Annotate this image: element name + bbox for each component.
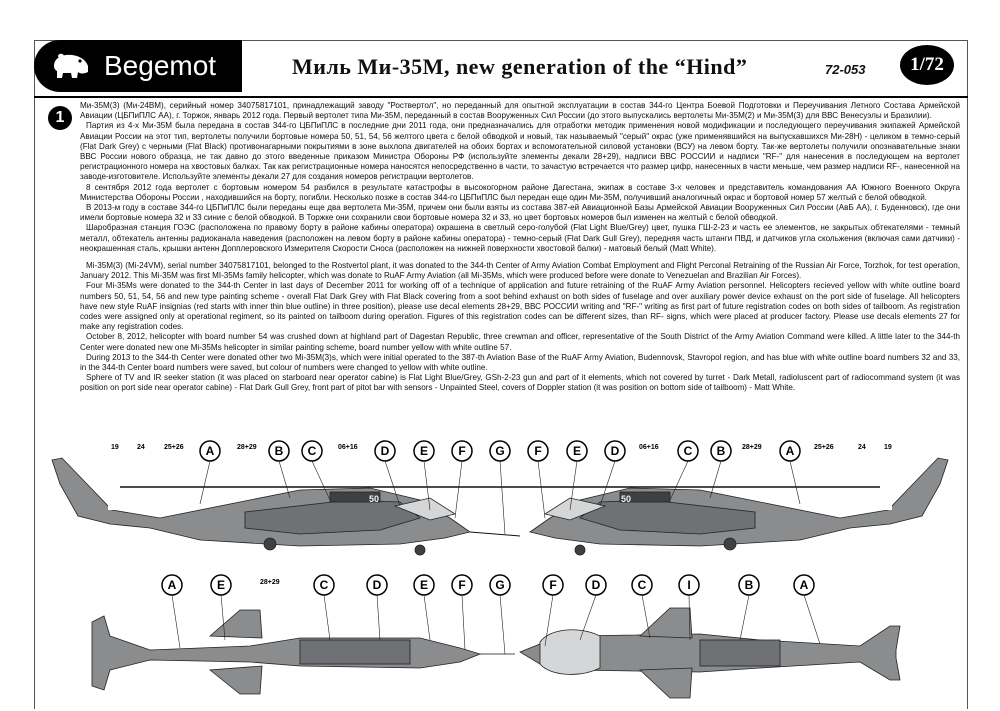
callout-label: 28+29	[260, 579, 280, 586]
reg-prefix-right: RF-	[842, 499, 851, 505]
svg-text:F: F	[458, 444, 466, 458]
reg-prefix-left: RF-	[146, 499, 155, 505]
callout-circle	[490, 575, 510, 595]
callout-label: 28+29	[742, 444, 762, 451]
svg-text:B: B	[716, 444, 726, 458]
svg-text:E: E	[572, 444, 582, 458]
svg-text:F: F	[534, 444, 542, 458]
svg-text:A: A	[799, 578, 809, 592]
hippo-icon	[50, 50, 92, 82]
ru-paragraph: Ми-35М(3) (Ми-24ВМ), серийный номер 34075817101, принадлежащий заводу "Роствертол", но переданный для опытной эксплуатации в состав 344-го Центра Боевой Подготовки и Переучивания Летного Состава Армейской Авиации (ЦБПиПЛС АА), г. Торжок, январь 2012 года. Первый вертолет типа Ми-35М, переданный в состав Вооруженных Сил России (до этого выпускались вертолеты Ми-35М(2) и Ми-35М(3) для ВВС Венесуэлы и Бразилии).	[80, 101, 960, 121]
svg-text:D: D	[591, 578, 601, 592]
en-paragraph: Mi-35M(3) (Mi-24VM), serial number 34075817101, belonged to the Rostvertol plant, it was donated to the 344-th Center of Army Aviation Combat Employment and Flight Perconal Retraining of the Russian Air Force, Torzhok, for test operation, January 2012. This Mi-35M was first MI-35Ms family helicopter, which was donate to RuAF Army Aviation (all Mi-35Ms, which were produced before were donate to Venezuelan and Brazilian Air Forces).	[80, 261, 960, 281]
svg-text:D: D	[610, 444, 620, 458]
header	[34, 40, 968, 96]
svg-text:E: E	[419, 578, 429, 592]
en-paragraph: October 8, 2012, helicopter with board number 54 was crushed down at highland part of Dagestan Republic, three crewman and officer, representative of the South District of the Army Aviation Command were killed. A little later to the 344-th Center were donated new one Mi-35Ms helicopter in similar painting scheme, board number yellow with white outline 57.	[80, 332, 960, 352]
svg-text:B: B	[744, 578, 754, 592]
svg-text:D: D	[372, 578, 382, 592]
svg-text:C: C	[683, 444, 693, 458]
bottom-view	[92, 610, 515, 694]
ru-paragraph: 8 сентября 2012 года вертолет с бортовым номером 54 разбился в результате катастрофы в высокогорном районе Дагестана, экипаж в составе 3-х человек и представитель командования АА Южного Военного Округа Министерства Обороны России , находившийся на борту, погибли. Несколько позже в состав 344-го ЦБПиПЛС был передан еще один Ми-35М, получивший аналогичный окрас и бортовой номер 57 желтый с белой обводкой.	[80, 182, 960, 202]
callout-circle	[678, 441, 698, 461]
svg-text:E: E	[216, 578, 226, 592]
section-number: 1	[48, 106, 72, 130]
callout-circle	[679, 575, 699, 595]
callout-circle	[605, 441, 625, 461]
svg-text:G: G	[495, 444, 505, 458]
callout-label: 25+26	[164, 444, 184, 451]
page-title: Миль Ми-35М, new generation of the “Hind”	[292, 54, 748, 79]
callout-circle	[367, 575, 387, 595]
callout-circle	[375, 441, 395, 461]
en-paragraph: Four Mi-35Ms were donated to the 344-th Center in last days of December 2011 for working off of a technique of application and future retraining of the RuAF Army Aviation personnel. Helicopters recieved yellow with white outline board numbers 50, 51, 54, 56 and new type painting scheme - overall Flat Dark Grey with Flat Black covering from a soot behind exhaust on both sides of fuselage and over auxiliary power device exhaust on the port side of fuselage. All helicopters have new style RuAF insignias (red starts with inner thin blue outline) in three position), please use decal elements 28+29, ВВС РОССИИ writing and "RF-" writing as first part of future registration codes on both sides of tailboom. As registration codes were assigned only at operational regiment, so its painted on tailboom during operation. Figures of this registration codes can be different sizes, than RF- signs, which were placed at producer factory. Please use decals elements 27 for make any registration codes.	[80, 281, 960, 332]
en-paragraph: Sphere of TV and IR seeker station (it was placed on starboard near operator cabine) is Flat Light Blue/Grey, GSh-2-23 gun and part of it elements, which not covered by turret - Dark Metall, radioluscent part of radiocommand system (it was position on port side near operator cabine) - Flat Dark Gull Grey, front part of pitot bar with sensors - Unpainted Steel, covers of Doppler station (it was position on bottom side of tailboom) - Matt White.	[80, 373, 960, 393]
callout-circle	[414, 441, 434, 461]
svg-text:A: A	[205, 444, 215, 458]
svg-text:G: G	[495, 578, 505, 592]
right-side-profile	[500, 458, 948, 555]
svg-text:F: F	[549, 578, 557, 592]
callout-circle	[162, 575, 182, 595]
svg-text:B: B	[274, 444, 284, 458]
callout-circle	[567, 441, 587, 461]
callout-circle	[739, 575, 759, 595]
tail-writing-left: ВВС РОССИИ	[123, 505, 161, 511]
board-number-right: 50	[620, 494, 632, 504]
callout-circle	[211, 575, 231, 595]
header-rule	[34, 96, 968, 98]
svg-text:C: C	[637, 578, 647, 592]
callout-circle	[414, 575, 434, 595]
leader-lines	[172, 461, 820, 654]
callout-label: 19	[884, 444, 892, 451]
callout-circle	[314, 575, 334, 595]
callout-circle	[528, 441, 548, 461]
top-view	[520, 608, 900, 698]
svg-text:E: E	[419, 444, 429, 458]
callout-label: 06+16	[639, 444, 659, 451]
callout-label: 24	[858, 444, 866, 451]
kit-code: 72-053	[825, 62, 866, 77]
callout-circle	[711, 441, 731, 461]
svg-text:D: D	[380, 444, 390, 458]
tail-writing-right: ВВС РОССИИ	[839, 505, 877, 511]
board-number-left: 50	[368, 494, 380, 504]
callout-circle	[452, 441, 472, 461]
ru-paragraph: В 2013-м году в составе 344-го ЦБПиПЛС были переданы еще два вертолета Ми-35М, причем они были взяты из состава 387-ей Авиационной Базы Армейской Авиации Вооруженных Сил России (АвБ АА), г. Буденновск), где они имели бортовые номера 32 и 33 синие с белой обводкой. В Торжке они сохранили свои бортовые номера 32 и 33, но цвет бортовых номеров был изменен на желтый с белой обводкой.	[80, 203, 960, 223]
callout-circle	[302, 441, 322, 461]
callout-label: 25+26	[814, 444, 834, 451]
ru-paragraph: Партия из 4-х Ми-35М была передана в состав 344-го ЦБПиПЛС в последние дни 2011 года, они предназначались для отработки методик применения новой модификации и последующего переучивания экипажей Армейской Авиации России на этот тип, вертолеты получили бортовые номера 50, 51, 54, 56 желтого цвета с белой обводкой и новый, так называемый "серый" окрас (уже применявшийся на выпускавшихся Ми-28Н) - целиком в темно-серый (Flat Dark Grey) с черными (Flat Black) противонагарными покрытиями в зоне выхлопа двигателей на обоих бортах и вспомогательной силовой установки (ВСУ) на левом борту. Так-же вертолеты получили опознавательные знаки ВВС России нового образца, не так давно до этого введенные приказом Министра Обороны РФ (используйте элементы декали 28+29), надписи ВВС РОССИИ и надписи "RF-" для нанесения в последующем на вертолет регистрационного номера на хвостовых балках. Так как регистрационные номера наносятся непосредственно в части, то зачастую встречается что размер цифр, нанесенных в части меньше, чем размер надписи RF-, нанесенной на заводе-изготовителе. Используйте элементы декали 27 для создания номеров регистрации вертолетов.	[80, 121, 960, 182]
scale-badge: 1/72	[900, 45, 954, 85]
callout-circle	[543, 575, 563, 595]
callout-label: 06+16	[338, 444, 358, 451]
helicopter-profiles	[0, 440, 1000, 711]
svg-text:C: C	[307, 444, 317, 458]
brand-name: Begemot	[104, 50, 217, 81]
callout-label: 24	[137, 444, 145, 451]
svg-text:C: C	[319, 578, 329, 592]
description-text	[80, 101, 960, 394]
brand-logo	[34, 40, 242, 92]
callout-circle	[586, 575, 606, 595]
callout-circle	[200, 441, 220, 461]
callout-circle	[780, 441, 800, 461]
ru-paragraph: Шаробразная станция ГОЭС (расположена по правому борту в районе кабины оператора) окрашена в светлый серо-голубой (Flat Light Blue/Grey) цвет, пушка ГШ-2-23 и часть ее элементов, не закрытых обтекателями - темный металл, обтекатель антенны радиоканала наведения (расположен на левом борту в районе кабины оператора) - темно-серый (Flat Dark Gull Grey), передняя часть штанги ПВД, и датчиков угла скольжения (включая сами датчики) - неокрашенная сталь, крышки антенн Допплеровского Измерителя Скорости Сноса (расположен на нижней поверхности хвостовой балки) - матовый белый (Matt White).	[80, 223, 960, 253]
callout-circle	[632, 575, 652, 595]
callout-circle	[269, 441, 289, 461]
svg-text:A: A	[785, 444, 795, 458]
en-paragraph: During 2013 to the 344-th Center were donated other two Mi-35M(3)s, which were initial operated to the 387-th Aviation Base of the RuAF Army Aviation, Budennovsk, Stavropol region, and has blue with white outline board numbers 32 and 33, in the 344-th Center board numbers were saved, but colour of numbers were changed to yellow with white outline.	[80, 352, 960, 373]
callout-circle	[490, 441, 510, 461]
svg-text:A: A	[167, 578, 177, 592]
left-side-profile	[52, 458, 520, 555]
callout-circle	[452, 575, 472, 595]
callout-label: 19	[111, 444, 119, 451]
callout-circle	[794, 575, 814, 595]
callout-label: 28+29	[237, 444, 257, 451]
svg-text:I: I	[687, 578, 691, 592]
svg-text:F: F	[458, 578, 466, 592]
